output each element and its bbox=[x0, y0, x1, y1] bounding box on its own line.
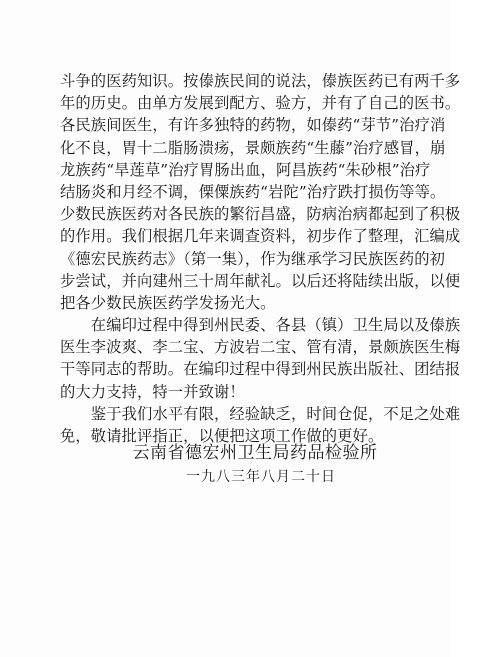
text-line: 各民族间医生，有许多独特的药物，如傣药“芽节”治疗消 bbox=[60, 116, 446, 135]
text-line: 把各少数民族医药学发扬光大。 bbox=[60, 293, 276, 312]
text-line: 在编印过程中得到州民委、各县（镇）卫生局以及傣族 bbox=[60, 316, 461, 335]
text-line: 年的历史。由单方发展到配方、验方，并有了自己的医书。 bbox=[60, 94, 461, 113]
signature-organization: 云南省德宏州卫生局药品检验所 bbox=[132, 443, 378, 463]
signature-date: 一九八三年八月二十日 bbox=[186, 469, 336, 485]
text-line: 鉴于我们水平有限，经验缺乏，时间仓促，不足之处难 bbox=[60, 404, 461, 423]
text-line: 龙族药“旱莲草”治疗胃肠出血，阿昌族药“朱砂根”治疗 bbox=[60, 160, 431, 179]
text-line: 干等同志的帮助。在编印过程中得到州民族出版社、团结报 bbox=[60, 360, 461, 379]
text-line: 医生李波爽、李二宝、方波岩二宝、管有清，景颇族医生梅 bbox=[60, 338, 461, 357]
text-line: 少数民族医药对各民族的繁衍昌盛，防病治病都起到了积极 bbox=[60, 205, 461, 224]
text-line: 的作用。我们根据几年来调查资料，初步作了整理，汇编成 bbox=[60, 227, 461, 246]
text-line: 化不良，胃十二脂肠溃疡，景颇族药“生藤”治疗感冒，崩 bbox=[60, 138, 446, 157]
body-text bbox=[60, 70, 461, 447]
text-line: 免，敬请批评指正，以便把这项工作做的更好。 bbox=[60, 427, 384, 445]
text-line: 的大力支持，特一并致谢！ bbox=[60, 382, 245, 401]
text-line: 步尝试，并向建州三十周年献礼。以后还将陆续出版，以便 bbox=[60, 271, 461, 290]
text-line: 《德宏民族药志》（第一集），作为继承学习民族医药的初 bbox=[60, 249, 446, 268]
text-line: 斗争的医药知识。按傣族民间的说法，傣族医药已有两千多 bbox=[60, 72, 461, 90]
text-line: 结肠炎和月经不调，傈僳族药“岩陀”治疗跌打损伤等等。 bbox=[60, 182, 446, 201]
